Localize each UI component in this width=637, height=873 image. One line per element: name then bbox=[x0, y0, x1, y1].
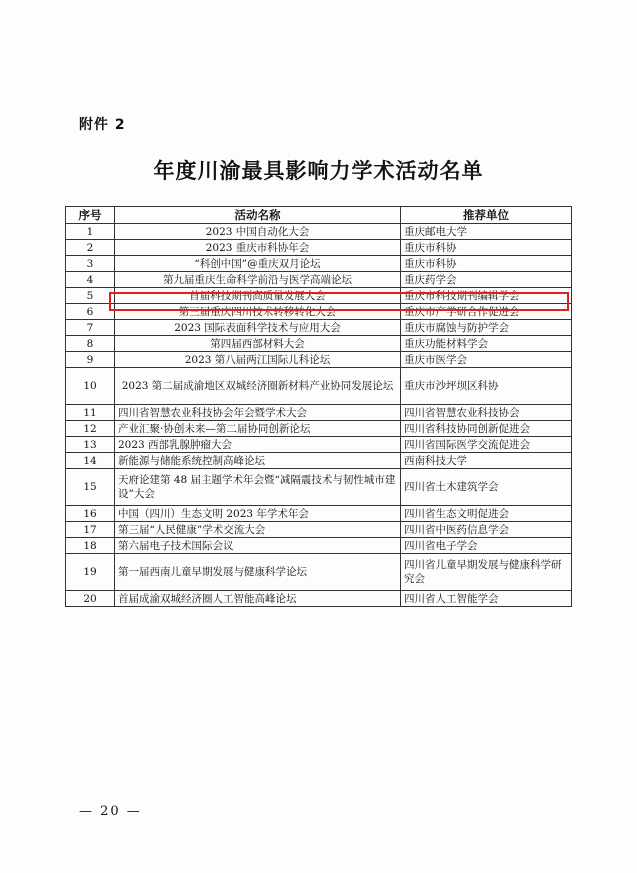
row-no: 6 bbox=[66, 304, 115, 320]
row-name: 2023 中国自动化大会 bbox=[115, 224, 401, 240]
row-name: 2023 国际表面科学技术与应用大会 bbox=[115, 320, 401, 336]
row-org: 四川省土木建筑学会 bbox=[401, 469, 572, 506]
header-no: 序号 bbox=[66, 207, 115, 224]
row-name: 产业汇聚·协创未来—第二届协同创新论坛 bbox=[115, 421, 401, 437]
row-org: 重庆邮电大学 bbox=[401, 224, 572, 240]
row-org: 重庆市腐蚀与防护学会 bbox=[401, 320, 572, 336]
row-org: 四川省人工智能学会 bbox=[401, 591, 572, 607]
table-header-row bbox=[66, 207, 572, 224]
row-org: 四川省电子学会 bbox=[401, 538, 572, 554]
row-name: 首届科技期刊高质量发展大会 bbox=[115, 288, 401, 304]
row-no: 16 bbox=[66, 506, 115, 522]
attachment-label: 附件 2 bbox=[79, 117, 126, 133]
table-row bbox=[66, 453, 572, 469]
row-no: 19 bbox=[66, 554, 115, 591]
row-no: 9 bbox=[66, 352, 115, 368]
row-org: 四川省科技协同创新促进会 bbox=[401, 421, 572, 437]
row-org: 四川省国际医学交流促进会 bbox=[401, 437, 572, 453]
activity-table bbox=[65, 206, 572, 607]
row-org: 重庆市沙坪坝区科协 bbox=[401, 368, 572, 405]
table-row bbox=[66, 352, 572, 368]
row-no: 20 bbox=[66, 591, 115, 607]
row-org: 四川省儿童早期发展与健康科学研究会 bbox=[401, 554, 572, 591]
row-name: 中国（四川）生态文明 2023 年学术年会 bbox=[115, 506, 401, 522]
row-org: 重庆市科技期刊编辑学会 bbox=[401, 288, 572, 304]
row-no: 2 bbox=[66, 240, 115, 256]
row-no: 4 bbox=[66, 272, 115, 288]
row-name: 2023 第二届成渝地区双城经济圈新材料产业协同发展论坛 bbox=[115, 368, 401, 405]
table-row bbox=[66, 437, 572, 453]
header-org: 推荐单位 bbox=[401, 207, 572, 224]
table-row bbox=[66, 506, 572, 522]
row-org: 四川省生态文明促进会 bbox=[401, 506, 572, 522]
row-name: 2023 西部乳腺肿瘤大会 bbox=[115, 437, 401, 453]
table-row bbox=[66, 320, 572, 336]
row-org: 重庆市科协 bbox=[401, 256, 572, 272]
page-number: — 20 — bbox=[79, 804, 142, 819]
table-row bbox=[66, 522, 572, 538]
row-name: 2023 第八届两江国际儿科论坛 bbox=[115, 352, 401, 368]
table-row bbox=[66, 336, 572, 352]
table-row bbox=[66, 256, 572, 272]
table-row bbox=[66, 240, 572, 256]
row-name: 第三届“人民健康”学术交流大会 bbox=[115, 522, 401, 538]
header-name: 活动名称 bbox=[115, 207, 401, 224]
row-name: “科创中国”@重庆双月论坛 bbox=[115, 256, 401, 272]
row-name: 第九届重庆生命科学前沿与医学高端论坛 bbox=[115, 272, 401, 288]
row-name: 首届成渝双城经济圈人工智能高峰论坛 bbox=[115, 591, 401, 607]
row-no: 3 bbox=[66, 256, 115, 272]
row-name: 2023 重庆市科协年会 bbox=[115, 240, 401, 256]
row-no: 8 bbox=[66, 336, 115, 352]
row-org: 重庆药学会 bbox=[401, 272, 572, 288]
row-no: 13 bbox=[66, 437, 115, 453]
row-no: 5 bbox=[66, 288, 115, 304]
row-no: 18 bbox=[66, 538, 115, 554]
table-row bbox=[66, 405, 572, 421]
row-no: 14 bbox=[66, 453, 115, 469]
row-org: 四川省智慧农业科技协会 bbox=[401, 405, 572, 421]
row-no: 15 bbox=[66, 469, 115, 506]
row-name: 四川省智慧农业科技协会年会暨学术大会 bbox=[115, 405, 401, 421]
row-name: 天府论建第 48 届主题学术年会暨“减隔震技术与韧性城市建设”大会 bbox=[115, 469, 401, 506]
table-row bbox=[66, 272, 572, 288]
row-no: 17 bbox=[66, 522, 115, 538]
table-row bbox=[66, 368, 572, 405]
row-name: 新能源与储能系统控制高峰论坛 bbox=[115, 453, 401, 469]
document-title: 年度川渝最具影响力学术活动名单 bbox=[153, 159, 484, 183]
row-org: 重庆功能材料学会 bbox=[401, 336, 572, 352]
row-no: 7 bbox=[66, 320, 115, 336]
table-row bbox=[66, 224, 572, 240]
row-org: 重庆市产学研合作促进会 bbox=[401, 304, 572, 320]
row-no: 10 bbox=[66, 368, 115, 405]
row-org: 西南科技大学 bbox=[401, 453, 572, 469]
row-name: 第四届西部材料大会 bbox=[115, 336, 401, 352]
table-row bbox=[66, 591, 572, 607]
row-org: 重庆市医学会 bbox=[401, 352, 572, 368]
table-row bbox=[66, 421, 572, 437]
row-org: 重庆市科协 bbox=[401, 240, 572, 256]
row-no: 11 bbox=[66, 405, 115, 421]
table-row bbox=[66, 538, 572, 554]
row-org: 四川省中医药信息学会 bbox=[401, 522, 572, 538]
row-no: 12 bbox=[66, 421, 115, 437]
table-row bbox=[66, 554, 572, 591]
row-name: 第六届电子技术国际会议 bbox=[115, 538, 401, 554]
row-no: 1 bbox=[66, 224, 115, 240]
table-row bbox=[66, 469, 572, 506]
row-name: 第一届西南儿童早期发展与健康科学论坛 bbox=[115, 554, 401, 591]
table-row-highlighted bbox=[66, 288, 572, 304]
row-name: 第三届重庆四川技术转移转化大会 bbox=[115, 304, 401, 320]
table-row bbox=[66, 304, 572, 320]
